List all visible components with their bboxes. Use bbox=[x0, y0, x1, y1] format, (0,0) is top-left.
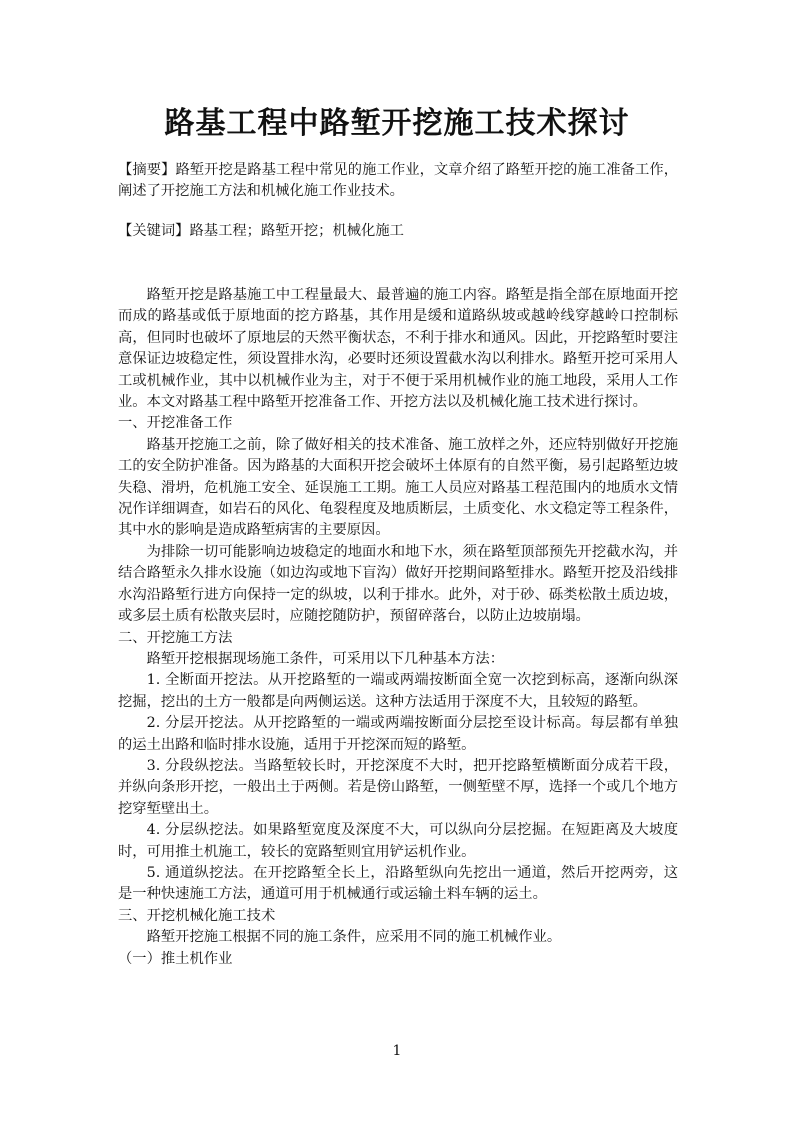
method-1: 1. 全断面开挖法。从开挖路堑的一端或两端按断面全宽一次挖到标高，逐渐向纵深挖掘，挖出的土方一般都是向两侧运送。这种方法适用于深度不大，且较短的路堑。 bbox=[118, 672, 678, 710]
section-1-paragraph-2: 为排除一切可能影响边坡稳定的地面水和地下水，须在路堑顶部预先开挖截水沟，并结合路堑永久排水设施（如边沟或地下盲沟）做好开挖期间路堑排水。路堑开挖及沿线排水沟沿路堑行进方向保持一定的纵坡，以利于排水。此外，对于砂、砾类松散土质边坡，或多层土质有松散夹层时，应随挖随防护，预留碎落台，以防止边坡崩塌。 bbox=[118, 543, 678, 625]
page-number: 1 bbox=[392, 1043, 402, 1059]
method-5: 5. 通道纵挖法。在开挖路堑全长上，沿路堑纵向先挖出一通道，然后开挖两旁，这是一种快速施工方法，通道可用于机械通行或运输土料车辆的运土。 bbox=[118, 864, 678, 903]
body-content bbox=[118, 285, 678, 970]
method-2: 2. 分层开挖法。从开挖路堑的一端或两端按断面分层挖至设计标高。每层都有单独的运土出路和临时排水设施，适用于开挖深而短的路堑。 bbox=[118, 715, 678, 753]
page-title: 路基工程中路堑开挖施工技术探讨 bbox=[164, 106, 630, 141]
section-1-paragraph-1: 路基开挖施工之前，除了做好相关的技术准备、施工放样之外，还应特别做好开挖施工的安全防护准备。因为路基的大面积开挖会破坏土体原有的自然平衡，易引起路堑边坡失稳、滑坍，危机施工安全、延误施工工期。施工人员应对路基工程范围内的地质水文情况作详细调查，如岩石的风化、龟裂程度及地质断层，土质变化、水文稳定等工程条件，其中水的影响是造成路堑病害的主要原因。 bbox=[118, 436, 678, 539]
section-2-lead: 路堑开挖根据现场施工条件，可采用以下几种基本方法： bbox=[146, 650, 505, 667]
method-4: 4. 分层纵挖法。如果路堑宽度及深度不大，可以纵向分层挖掘。在短距离及大坡度时，可用推土机施工，较长的宽路堑则宜用铲运机作业。 bbox=[118, 822, 678, 860]
keywords: 【关键词】路基工程；路堑开挖；机械化施工 bbox=[118, 223, 404, 239]
method-3: 3. 分段纵挖法。当路堑较长时，开挖深度不大时，把开挖路堑横断面分成若干段，并纵向条形开挖，一般出土于两侧。若是傍山路堑，一侧堑壁不厚，选择一个或几个地方挖穿堑壁出土。 bbox=[118, 757, 678, 817]
intro-paragraph: 路堑开挖是路基施工中工程量最大、最普遍的施工内容。路堑是指全部在原地面开挖而成的路基或低于原地面的挖方路基，其作用是缓和道路纵坡或越岭线穿越岭口控制标高，但同时也破坏了原地层的天然平衡状态，不利于排水和通风。因此，开挖路堑时要注意保证边坡稳定性，须设置排水沟，必要时还须设置截水沟以利排水。路堑开挖可采用人工或机械作业，其中以机械作业为主，对于不便于采用机械作业的施工地段，采用人工作业。本文对路基工程中路堑开挖准备工作、开挖方法以及机械化施工技术进行探讨。 bbox=[118, 287, 678, 411]
section-3-lead: 路堑开挖施工根据不同的施工条件，应采用不同的施工机械作业。 bbox=[146, 929, 562, 946]
abstract: 【摘要】路堑开挖是路基工程中常见的施工作业，文章介绍了路堑开挖的施工准备工作，阐述了开挖施工方法和机械化施工作业技术。 bbox=[118, 162, 678, 200]
section-heading-1: 一、开挖准备工作 bbox=[118, 415, 233, 432]
subsection-heading: （一）推土机作业 bbox=[118, 950, 233, 967]
section-heading-3: 三、开挖机械化施工技术 bbox=[118, 907, 276, 924]
section-heading-2: 二、开挖施工方法 bbox=[118, 629, 233, 646]
